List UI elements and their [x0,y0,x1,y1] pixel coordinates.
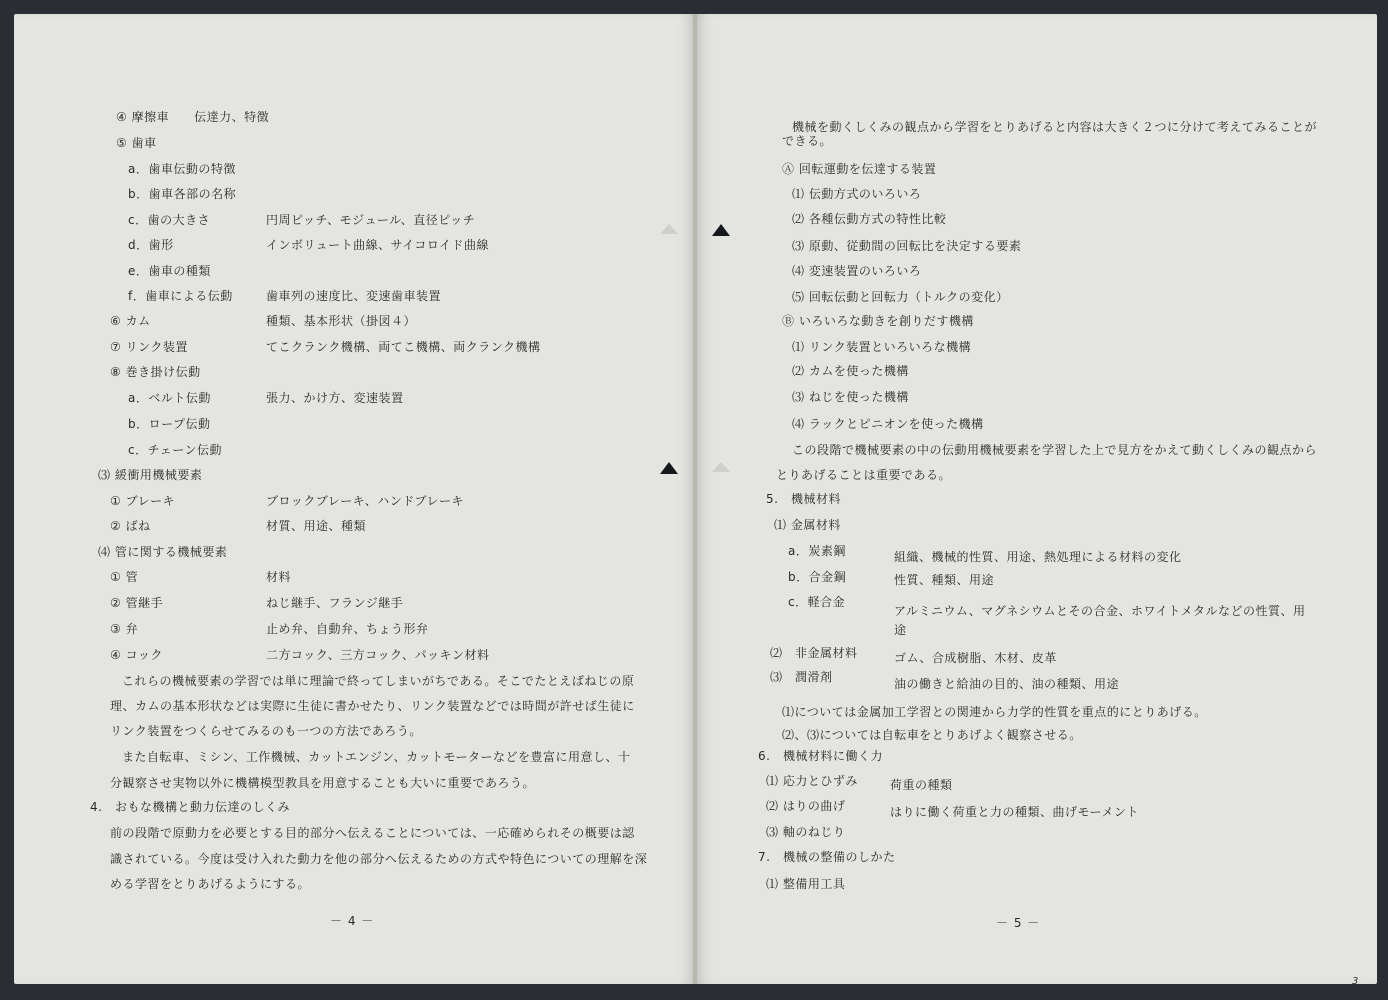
text-line: ① ブレーキ [110,494,176,508]
text-line: ⑷ 変速装置のいろいろ [792,264,922,278]
text-line: e．歯車の種類 [128,264,211,278]
page-number: － 5 － [996,916,1041,930]
text-line: ⑸ 回転伝動と回転力（トルクの変化） [792,290,1009,304]
text-line: c．チェーン伝動 [128,443,222,457]
text-line: ねじ継手、フランジ継手 [266,596,404,610]
text-line: ⑥ カム [110,314,151,328]
text-line: ⑴ 応力とひずみ [766,774,858,788]
text-line: ⑧ 巻き掛け伝動 [110,365,201,379]
binding-hole [712,224,730,236]
text-line: c．歯の大きさ [128,213,211,227]
text-line: 張力、かけ方、変速装置 [266,391,404,405]
text-line: 識されている。今度は受け入れた動力を他の部分へ伝えるための方式や特色についての理解を深 [110,852,648,866]
text-line: ⑵ はりの曲げ [766,799,846,813]
text-line: ⑶ 潤滑剤 [770,670,833,684]
text-line: b．合金鋼 [788,570,847,584]
text-line: 分観察させ実物以外に機構模型教具を用意することも大いに重要であろう。 [110,776,536,790]
text-line: 性質、種類、用途 [894,573,995,587]
text-line: 荷重の種類 [890,778,953,792]
text-line: c．軽合金 [788,595,846,609]
text-line: 二方コック、三方コック、パッキン材料 [266,648,490,662]
text-line: ⑶ 原動、従動間の回転比を決定する要素 [792,239,1022,253]
text-line: また自転車、ミシン、工作機械、カットエンジン、カットモーターなどを豊富に用意し、十 [122,750,631,764]
text-line: できる。 [782,134,833,148]
text-line: 材質、用途、種類 [266,519,367,533]
text-line: 途 [894,623,907,637]
text-line: ブロックブレーキ、ハンドブレーキ [266,494,464,508]
text-line: f．歯車による伝動 [128,289,233,303]
text-line: b．ロープ伝動 [128,417,211,431]
text-line: とりあげることは重要である。 [776,468,952,482]
text-line: a．歯車伝動の特徴 [128,162,236,176]
text-line: 4. おもな機構と動力伝達のしくみ [90,800,290,814]
text-line: ① 管 [110,570,139,584]
text-line: ⑷ ラックとピニオンを使った機構 [792,417,984,431]
text-line: ⑴ 整備用工具 [766,877,846,891]
text-line: 材料 [266,570,292,584]
text-line: ⑴ 金属材料 [774,518,841,532]
text-line: 機械を動くしくみの観点から学習をとりあげると内容は大きく２つに分けて考えてみることが [792,120,1318,134]
text-line: ゴム、合成樹脂、木材、皮革 [894,651,1057,665]
text-line: ⑶ ねじを使った機構 [792,390,909,404]
text-line: ⑤ 歯車 [116,136,157,150]
text-line: b．歯車各部の名称 [128,187,237,201]
text-line: ② ばね [110,519,151,533]
text-line: 歯車列の速度比、変速歯車装置 [266,289,442,303]
text-line: ② 管継手 [110,596,164,610]
page-number: － 4 － [330,914,375,928]
text-line: リンク装置をつくらせてみるのも一つの方法であろう。 [110,724,422,738]
text-line: ③ 弁 [110,622,139,636]
text-line: アルミニウム、マグネシウムとその合金、ホワイトメタルなどの性質、用 [894,604,1306,618]
text-line: 油の働きと給油の目的、油の種類、用途 [894,677,1120,691]
text-line: 7. 機械の整備のしかた [758,850,896,864]
text-line: 円周ピッチ、モジュール、直径ピッチ [266,213,476,227]
text-line: める学習をとりあげるようにする。 [110,877,311,891]
text-line: これらの機械要素の学習では単に理論で終ってしまいがちである。そこでたとえばねじの原 [122,674,635,688]
text-line: ⑴については金属加工学習との関連から力学的性質を重点的にとりあげる。 [782,705,1207,719]
text-line: ④ 摩擦車 伝達力、特徴 [116,110,270,124]
text-line: d．歯形 [128,238,174,252]
text-line: Ⓐ 回転運動を伝達する装置 [782,162,937,176]
text-line: はりに働く荷重と力の種類、曲げモーメント [890,805,1139,819]
text-line: 6. 機械材料に働く力 [758,749,883,763]
text-line: ⑵、⑶については自転車をとりあげよく観察させる。 [782,728,1082,742]
text-line: この段階で機械要素の中の伝動用機械要素を学習した上で見方をかえて動くしくみの観点から [792,443,1318,457]
text-line: Ⓑ いろいろな動きを創りだす機構 [782,314,974,328]
text-line: ⑴ リンク装置といろいろな機構 [792,340,972,354]
text-line: ④ コック [110,648,163,662]
text-line: 種類、基本形状（掛図４） [266,314,417,328]
text-line: a．ベルト伝動 [128,391,211,405]
binding-hole [712,462,730,472]
text-line: 前の段階で原動力を必要とする目的部分へ伝えることについては、一応確められその概要は認 [110,826,635,840]
text-line: ⑴ 伝動方式のいろいろ [792,187,922,201]
binding-hole [660,462,678,474]
text-line: a．炭素鋼 [788,544,846,558]
text-line: ⑦ リンク装置 [110,340,188,354]
text-line: 組織、機械的性質、用途、熱処理による材料の変化 [894,550,1182,564]
binding-hole [660,224,678,234]
text-line: ⑶ 緩衝用機械要素 [98,468,203,482]
text-line: 5. 機械材料 [766,492,841,506]
text-line: ⑵ 非金属材料 [770,646,858,660]
text-line: インボリュート曲線、サイコロイド曲線 [266,238,489,252]
text-line: ⑵ カムを使った機構 [792,364,909,378]
text-line: てこクランク機構、両てこ機構、両クランク機構 [266,340,541,354]
text-line: ⑵ 各種伝動方式の特性比較 [792,212,947,226]
corner-mark: 3 [1352,976,1359,987]
text-line: ⑷ 管に関する機械要素 [98,545,228,559]
text-line: 止め弁、自動弁、ちょう形弁 [266,622,429,636]
text-line: 理、カムの基本形状などは実際に生徒に書かせたり、リンク装置などでは時間が許せば生徒に [110,699,635,713]
text-line: ⑶ 軸のねじり [766,825,846,839]
